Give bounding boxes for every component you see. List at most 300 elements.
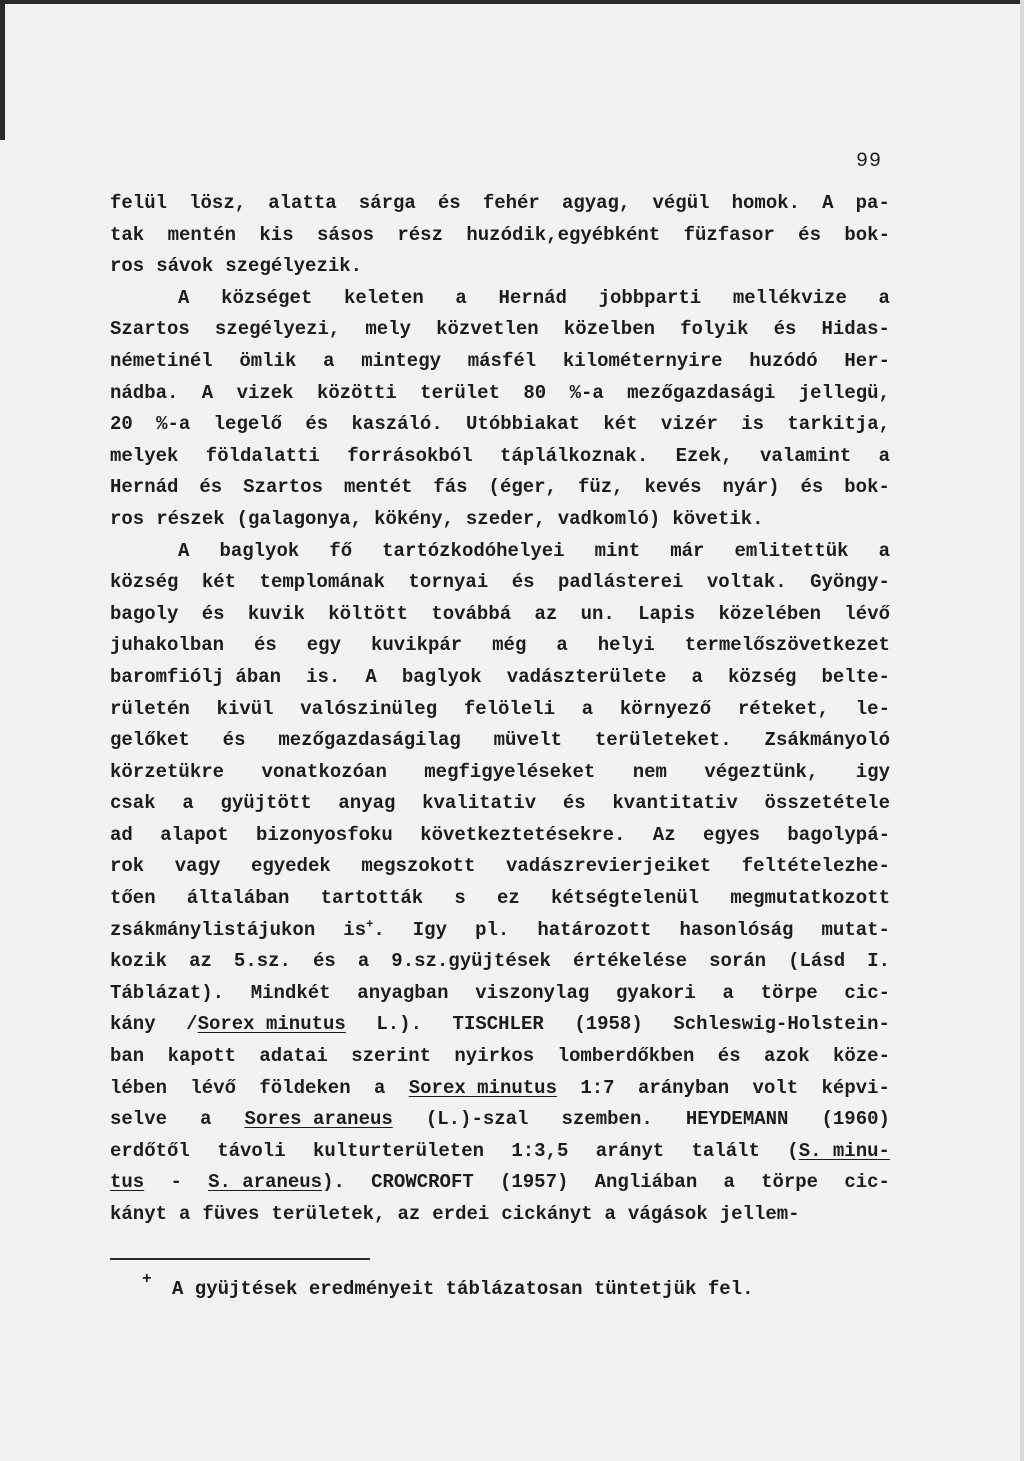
word: földeken — [259, 1076, 351, 1099]
text-line — [110, 192, 890, 224]
word: talált — [691, 1139, 760, 1162]
word: a — [179, 1203, 191, 1225]
word: közötti — [316, 381, 397, 404]
word: Schleswig-Holstein- — [673, 1013, 890, 1036]
word: emlitettük — [734, 539, 849, 562]
word: füzfasor — [683, 223, 775, 246]
word: szerint — [351, 1045, 432, 1068]
text-line — [110, 1013, 890, 1045]
word: Igy — [412, 918, 447, 941]
text-line — [110, 824, 890, 856]
word: kvalitativ — [422, 792, 537, 815]
word: nyár) — [722, 476, 780, 499]
word: és — [798, 223, 821, 246]
text-line — [110, 571, 890, 603]
text-line — [110, 1203, 890, 1235]
word: követik. — [672, 507, 764, 530]
word: képvi- — [821, 1076, 890, 1099]
word: A — [178, 539, 190, 562]
word: megmutatkozott — [730, 887, 890, 910]
word: Táblázat). — [110, 981, 225, 1004]
text-line — [110, 887, 890, 919]
word: Ezek, — [675, 444, 733, 467]
word: terület — [420, 381, 500, 404]
word: - — [170, 1171, 182, 1194]
word: 9.sz.gyüjtések — [391, 950, 551, 973]
word: tarkitja, — [787, 413, 890, 436]
word: részek — [156, 507, 225, 530]
word: megszokott — [361, 855, 476, 878]
word: fő — [329, 539, 353, 562]
word: határozott — [537, 918, 652, 941]
word: (L.)-szal — [425, 1108, 529, 1131]
word: a — [878, 539, 890, 562]
word: TISCHLER — [452, 1013, 544, 1036]
word: müvelt — [493, 729, 563, 752]
word: A — [822, 192, 834, 214]
text-line — [110, 634, 890, 666]
word: lösz, — [189, 192, 247, 214]
text-line — [110, 476, 890, 508]
word: kozik — [110, 950, 168, 973]
text-line — [110, 382, 890, 414]
species-name: Sorex minutus — [197, 1013, 346, 1036]
word: rületén — [110, 697, 190, 720]
word: %-a — [569, 381, 604, 404]
word: gyakori — [615, 981, 696, 1004]
footnote-text: A gyüjtések eredményeit táblázatosan tüntetjük fel. — [172, 1278, 754, 1300]
text-line — [110, 919, 890, 951]
word: közvetlen — [436, 318, 539, 341]
word: baglyok — [219, 539, 300, 562]
text-line — [110, 1171, 890, 1203]
word: megfigyeléseket — [424, 760, 596, 783]
word: (S. minu- — [787, 1139, 890, 1162]
word: felül — [110, 192, 168, 214]
word: anyag — [338, 792, 396, 815]
word: nádba. — [110, 381, 179, 404]
word: (1958) — [574, 1013, 643, 1036]
word: (1957) — [499, 1171, 569, 1194]
word: az — [397, 1203, 421, 1225]
word: pl. — [475, 918, 510, 941]
footnote — [142, 1270, 754, 1300]
word: kulturterületen — [312, 1139, 484, 1162]
word: és — [800, 476, 824, 499]
word: és — [511, 571, 535, 594]
text-line — [110, 1077, 890, 1109]
text-line — [110, 603, 890, 635]
page-number: 99 — [856, 150, 883, 173]
text-line — [110, 350, 890, 382]
word: a — [878, 444, 890, 467]
word: Her- — [844, 349, 890, 372]
word: sárga — [358, 192, 416, 214]
word: egyes — [702, 823, 760, 846]
word: tak — [110, 223, 145, 246]
word: és — [305, 413, 329, 436]
text-line — [110, 855, 890, 887]
word: összetétele — [764, 792, 890, 815]
text-line — [110, 224, 890, 256]
word: kányt — [110, 1203, 168, 1225]
word: kökény, — [374, 507, 454, 530]
word: Zsákmányoló — [764, 729, 890, 752]
word: fehér — [482, 192, 540, 214]
word: mint — [594, 539, 641, 562]
text-line — [110, 413, 890, 445]
word: Hernád — [498, 286, 567, 309]
word: a — [455, 286, 467, 309]
word: felöleli — [463, 697, 556, 720]
word: bizonyosfoku — [255, 823, 393, 846]
word: I. — [867, 950, 890, 973]
word: vágások — [627, 1203, 708, 1225]
word: baromfiólj ában — [110, 665, 282, 688]
word: általában — [186, 887, 290, 910]
word: Az — [652, 823, 676, 846]
word: a — [373, 1076, 386, 1099]
word: helyi — [597, 634, 655, 657]
word: huzódik,egyébként — [466, 223, 661, 246]
word: cic- — [844, 1171, 890, 1194]
word: arányt — [595, 1139, 665, 1162]
word: füves — [202, 1203, 260, 1225]
scan-border-top — [0, 0, 1024, 4]
word: anyagban — [357, 981, 449, 1004]
word: mezőgazdaságilag — [278, 729, 461, 752]
word: mely — [365, 318, 412, 341]
text-line — [110, 950, 890, 982]
word: sávok — [156, 255, 214, 278]
word: egyedek — [250, 855, 331, 878]
word: kuvikpár — [370, 634, 463, 657]
word: Sores araneus — [244, 1108, 393, 1131]
word: bok- — [844, 476, 890, 499]
footnote-separator — [110, 1258, 370, 1260]
word: ömlik — [239, 349, 297, 372]
word: köze- — [832, 1045, 890, 1068]
word: (Lásd — [788, 950, 846, 973]
word: padlásterei — [557, 571, 684, 594]
word: vadászrevierjeiket — [505, 855, 712, 878]
text-line — [110, 666, 890, 698]
word: földalatti — [205, 444, 320, 467]
word: HEYDEMANN — [685, 1108, 789, 1131]
word: az — [534, 602, 558, 625]
word: törpe — [761, 1171, 819, 1194]
word: lében — [110, 1076, 168, 1099]
word: melyek — [110, 444, 179, 467]
word: táplálkoznak. — [500, 444, 649, 467]
word: jobbparti — [598, 286, 702, 309]
word: kivül — [216, 697, 274, 720]
word: is. — [306, 665, 341, 688]
word: Szartos — [110, 318, 190, 341]
word: cickányt — [501, 1203, 593, 1225]
text-line — [110, 792, 890, 824]
word: vadászterülete — [506, 665, 667, 688]
word: gelőket — [110, 729, 190, 752]
word: rész — [397, 223, 443, 246]
word: ros — [110, 507, 145, 530]
word: körzetükre — [110, 760, 225, 783]
species-name: S. minu- — [798, 1139, 890, 1162]
word: erdei — [432, 1203, 490, 1225]
word: a — [200, 1108, 212, 1131]
word: 1:7 — [580, 1076, 615, 1099]
word: lévő — [190, 1076, 236, 1099]
word: szemben. — [561, 1108, 653, 1131]
word: le- — [855, 697, 890, 720]
word: Mindkét — [250, 981, 331, 1004]
word: adatai — [259, 1045, 328, 1068]
word: volt — [752, 1076, 799, 1099]
word: közelében — [718, 602, 822, 625]
word: értékelése — [572, 950, 688, 973]
word: kány — [110, 1013, 156, 1036]
word: pa- — [855, 192, 890, 214]
text-line — [110, 540, 890, 572]
word: tus — [110, 1171, 145, 1194]
word: viszonylag — [475, 981, 590, 1004]
word: ez — [496, 887, 520, 910]
text-line — [110, 318, 890, 350]
word: tartották — [320, 887, 424, 910]
word: nem — [632, 760, 667, 783]
word: (galagonya, — [236, 507, 363, 530]
word: A — [178, 286, 190, 309]
text-line — [110, 255, 890, 287]
word: keleten — [343, 286, 424, 309]
word: kvantitativ — [612, 792, 738, 815]
word: és — [717, 1045, 741, 1068]
word: fás — [433, 476, 468, 499]
word: is+. — [343, 917, 385, 941]
word: kuvik — [247, 602, 305, 625]
word: két — [201, 571, 237, 594]
text-line — [110, 982, 890, 1014]
word: a — [357, 950, 370, 973]
word: szeder, — [465, 507, 546, 530]
word: gyüjtött — [220, 792, 312, 815]
footnote-mark: + — [142, 1270, 152, 1288]
word: és — [199, 476, 223, 499]
word: rok — [110, 855, 145, 878]
word: 20 — [110, 413, 133, 436]
word: feltételezhe- — [741, 855, 890, 878]
text-line — [110, 1045, 890, 1077]
word: termelőszövetkezet — [684, 634, 890, 657]
word: már — [670, 539, 705, 562]
word: 5.sz. — [233, 950, 291, 973]
word: hasonlóság — [679, 918, 794, 941]
word: valamint — [760, 444, 852, 467]
word: s — [454, 887, 466, 910]
word: Hidas- — [821, 318, 890, 341]
word: és — [773, 318, 797, 341]
word: Gyöngy- — [810, 571, 890, 594]
word: másfél — [467, 349, 537, 372]
word: törpe — [760, 981, 818, 1004]
word: területek, — [271, 1203, 386, 1225]
word: sásos — [316, 223, 374, 246]
word: község — [728, 665, 797, 688]
word: valószinüleg — [300, 697, 438, 720]
word: alatta — [268, 192, 337, 214]
word: és — [562, 792, 586, 815]
scan-border-right — [1020, 0, 1024, 1461]
word: A — [365, 665, 377, 688]
word: huzódó — [749, 349, 818, 372]
word: költött — [328, 602, 409, 625]
word: homok. — [731, 192, 801, 214]
word: mutat- — [821, 918, 890, 941]
word: németinél — [110, 349, 213, 372]
word: és — [201, 602, 225, 625]
word: forrásokból — [347, 444, 473, 467]
word: és — [437, 192, 461, 214]
word: S. araneus). — [208, 1171, 345, 1194]
word: lévő — [844, 602, 890, 625]
word: kaszáló. — [351, 413, 443, 436]
word: jellem- — [719, 1203, 800, 1225]
text-line — [110, 698, 890, 730]
word: két — [603, 413, 638, 436]
word: következtetésekre. — [420, 823, 626, 846]
word: nyirkos — [454, 1045, 535, 1068]
word: kis — [259, 223, 294, 246]
word: végeztünk, — [704, 760, 819, 783]
word: mellékvize — [732, 286, 847, 309]
word: a — [604, 1203, 616, 1225]
word: a — [581, 697, 594, 720]
word: /Sorex minutus — [186, 1013, 346, 1036]
word: egy — [306, 634, 341, 657]
word: és — [312, 950, 336, 973]
word: baglyok — [401, 665, 482, 688]
species-name: S. araneus — [208, 1171, 323, 1194]
word: a — [556, 634, 568, 657]
word: még — [492, 634, 527, 657]
body-text — [110, 192, 890, 1235]
text-line — [110, 287, 890, 319]
word: vonatkozóan — [261, 760, 387, 783]
word: erdőtől — [110, 1139, 190, 1162]
word: Szartos — [243, 476, 323, 499]
word: vizek — [236, 381, 294, 404]
word: alapot — [160, 823, 229, 846]
word: mezőgazdasági — [627, 381, 776, 404]
word: folyik — [680, 318, 749, 341]
text-line — [110, 508, 890, 540]
word: Utóbbiakat — [466, 413, 581, 436]
word: mintegy — [361, 349, 442, 372]
word: kilométernyire — [562, 349, 723, 372]
word: %-a — [156, 413, 191, 436]
text-line — [110, 1140, 890, 1172]
word: A — [201, 381, 214, 404]
word: un. — [580, 602, 615, 625]
word: az — [189, 950, 212, 973]
word: mentét — [343, 476, 413, 499]
word: környező — [619, 697, 712, 720]
word: agyag, — [561, 192, 631, 214]
word: csak — [110, 792, 156, 815]
word: és — [254, 634, 277, 657]
word: a — [323, 349, 335, 372]
word: vadkomló) — [557, 507, 661, 530]
word: legelő — [213, 413, 283, 436]
word: tően — [110, 887, 156, 910]
word: voltak. — [706, 571, 787, 594]
text-line — [110, 1108, 890, 1140]
word: szegélyezi, — [214, 318, 341, 341]
word: arányban — [637, 1076, 730, 1099]
word: kétségtelenül — [550, 887, 700, 910]
scan-border-left — [0, 0, 5, 140]
word: község — [110, 571, 179, 594]
word: vagy — [174, 855, 221, 878]
word: községet — [221, 286, 313, 309]
word: füz, — [577, 476, 624, 499]
word: bagoly — [110, 602, 179, 625]
word: ban — [110, 1045, 145, 1068]
word: Sorex minutus — [408, 1076, 557, 1099]
word: is — [741, 413, 765, 436]
word: 80 — [523, 381, 547, 404]
word: CROWCROFT — [371, 1171, 474, 1194]
word: Angliában — [594, 1171, 698, 1194]
word: belte- — [821, 665, 890, 688]
footnote-reference: + — [366, 917, 374, 932]
word: 1:3,5 — [511, 1139, 569, 1162]
word: lomberdőkben — [557, 1045, 695, 1068]
word: ad — [110, 823, 133, 846]
word: tartózkodóhelyei — [382, 539, 565, 562]
word: réteket, — [737, 697, 830, 720]
word: területeket. — [594, 729, 732, 752]
word: templomának — [259, 571, 385, 594]
word: szegélyezik. — [225, 255, 363, 278]
word: zsákmánylistájukon — [110, 918, 316, 941]
word: továbbá — [431, 602, 512, 625]
word: távoli — [217, 1139, 286, 1162]
word: bok- — [844, 223, 890, 246]
text-line — [110, 729, 890, 761]
word: kevés — [644, 476, 702, 499]
word: a — [722, 981, 734, 1004]
text-line — [110, 761, 890, 793]
word: selve — [110, 1108, 168, 1131]
word: Lapis — [638, 602, 696, 625]
text-line — [110, 445, 890, 477]
word: (1960) — [821, 1108, 890, 1131]
word: Hernád — [110, 476, 179, 499]
word: és — [222, 729, 246, 752]
word: (éger, — [488, 476, 557, 499]
word: végül — [652, 192, 710, 214]
word: a — [691, 665, 703, 688]
word: a — [182, 792, 194, 815]
word: során — [709, 950, 767, 973]
word: azok — [763, 1045, 810, 1068]
word: közelben — [563, 318, 656, 341]
word: mentén — [167, 223, 237, 246]
word: ros — [110, 255, 145, 278]
word: jellegü, — [798, 381, 890, 404]
word: kapott — [167, 1045, 237, 1068]
